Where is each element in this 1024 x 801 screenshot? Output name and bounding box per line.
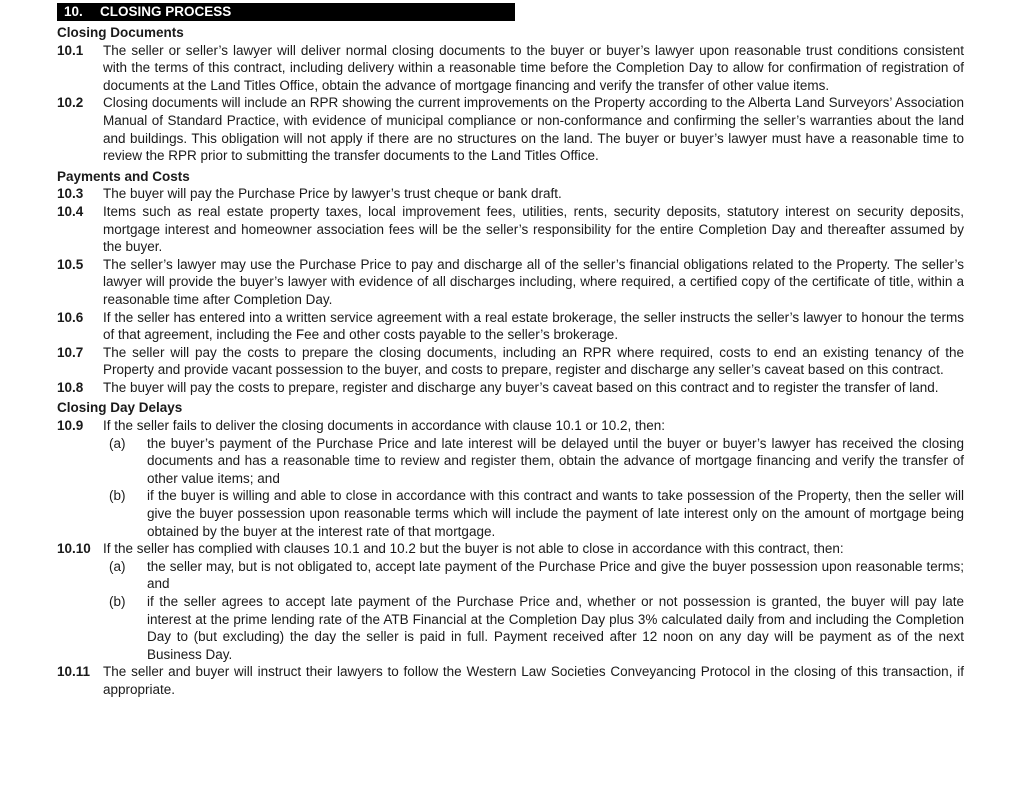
clause-number: 10.1 (57, 42, 84, 58)
subclause-10-10-b (109, 593, 964, 663)
subclause-text: if the buyer is willing and able to close in accordance with this contract and wants to take possession of the Property, then the seller will give the buyer possession upon reasonable terms which will include the payment of late interest only on the amount of mortgage being obtained by the buyer at the interest rate of that mortgage. (147, 488, 964, 539)
clause-number: 10.10 (57, 541, 91, 557)
subclause-10-9-b (109, 487, 964, 540)
section-title: CLOSING PROCESS (100, 4, 232, 20)
clause-number: 10.6 (57, 309, 84, 325)
clause-number: 10.9 (57, 418, 84, 434)
clause-10-11 (57, 663, 964, 698)
clause-number: 10.3 (57, 186, 84, 202)
clause-text: Closing documents will include an RPR showing the current improvements on the Property according to the Alberta Land Surveyors’ Association Manual of Standard Practice, with evidence of municipal compliance or non-conformance and confirming the seller’s warranties about the land and buildings. This obligation will not apply if there are no structures on the land. The buyer or buyer’s lawyer must have a reasonable time to review the RPR prior to submitting the transfer documents to the Land Titles Office. (103, 95, 964, 164)
clause-10-9 (57, 417, 964, 435)
clause-10-4 (57, 203, 964, 256)
clause-text: The seller or seller’s lawyer will deliver normal closing documents to the buyer or buyer’s lawyer upon reasonable trust conditions consistent with the terms of this contract, including delivery within a reasonable time before the Completion Day to allow for confirmation of registration of documents at the Land Titles Office, obtain the advance of mortgage financing and verify the transfer of other value items. (103, 42, 964, 93)
subclause-text: if the seller agrees to accept late payment of the Purchase Price and, whether or not possession is granted, the buyer will pay late interest at the prime lending rate of the ATB Financial at the Completion Day plus 3% calculated daily from and including the Completion Day to (but excluding) the day the seller is paid in full. Payment received after 12 noon on any day will be payment as of the next Business Day. (147, 594, 964, 662)
subclause-text: the seller may, but is not obligated to, accept late payment of the Purchase Price and give the buyer possession upon reasonable terms; and (147, 558, 964, 592)
clause-text: The seller’s lawyer may use the Purchase Price to pay and discharge all of the seller’s financial obligations related to the Property. The seller’s lawyer will provide the buyer’s lawyer with evidence of all discharges including, where required, a certified copy of the certificate of title, within a reasonable time after Completion Day. (103, 256, 964, 307)
subclause-label: (a) (109, 558, 126, 574)
clause-text: The buyer will pay the costs to prepare, register and discharge any buyer’s caveat based on this contract and to register the transfer of land. (103, 379, 939, 395)
subsection-heading-closing-documents: Closing Documents (57, 25, 184, 40)
clause-number: 10.11 (57, 664, 91, 680)
clause-10-10 (57, 540, 964, 558)
subsection-heading-closing-day-delays: Closing Day Delays (57, 400, 183, 416)
clause-text: The seller and buyer will instruct their lawyers to follow the Western Law Societies Conveyancing Protocol in the closing of this transaction, if appropriate. (103, 664, 964, 697)
clause-number: 10.2 (57, 95, 84, 111)
clause-number: 10.8 (57, 379, 84, 395)
clause-10-5 (57, 256, 964, 309)
clause-text: Items such as real estate property taxes, local improvement fees, utilities, rents, security deposits, statutory interest on security deposits, mortgage interest and homeowner association fees will be the seller’s responsibility for the entire Completion Day and thereafter assumed by the buyer. (103, 203, 964, 255)
clause-10-3 (57, 185, 964, 203)
section-header-bar (57, 3, 515, 21)
subclause-text: the buyer’s payment of the Purchase Price and late interest will be delayed until the buyer or buyer’s lawyer has received the closing documents and has a reasonable time to review and register them, obtain the advance of mortgage financing and verify the transfer of other value items; and (147, 435, 964, 486)
clause-10-1 (57, 42, 964, 95)
clause-text: The seller will pay the costs to prepare the closing documents, including an RPR where required, costs to end an existing tenancy of the Property and provide vacant possession to the buyer, and costs to prepare, register and discharge any seller’s caveat based on this contract. (103, 344, 964, 378)
clause-number: 10.5 (57, 256, 84, 272)
clause-text: If the seller has complied with clauses 10.1 and 10.2 but the buyer is not able to close in accordance with this contract, then: (103, 541, 844, 557)
clause-10-8 (57, 379, 964, 397)
clause-number: 10.4 (57, 203, 84, 219)
subclause-label: (b) (109, 594, 126, 609)
clause-text: If the seller fails to deliver the closing documents in accordance with clause 10.1 or 10.2, then: (103, 418, 666, 434)
subsection-heading-payments-and-costs: Payments and Costs (57, 168, 190, 184)
clause-10-2 (57, 94, 964, 164)
clause-10-6 (57, 309, 964, 344)
subclause-10-9-a (109, 435, 964, 488)
section-number: 10. (64, 4, 83, 20)
subclause-label: (a) (109, 435, 126, 451)
clause-text: The buyer will pay the Purchase Price by lawyer’s trust cheque or bank draft. (103, 186, 562, 202)
clause-text: If the seller has entered into a written service agreement with a real estate brokerage, the seller instructs the seller’s lawyer to honour the terms of that agreement, including the Fee and other costs payable to the seller’s brokerage. (103, 309, 964, 343)
subclause-10-10-a (109, 558, 964, 593)
clause-10-7 (57, 344, 964, 379)
clause-number: 10.7 (57, 344, 84, 360)
subclause-label: (b) (109, 488, 126, 504)
